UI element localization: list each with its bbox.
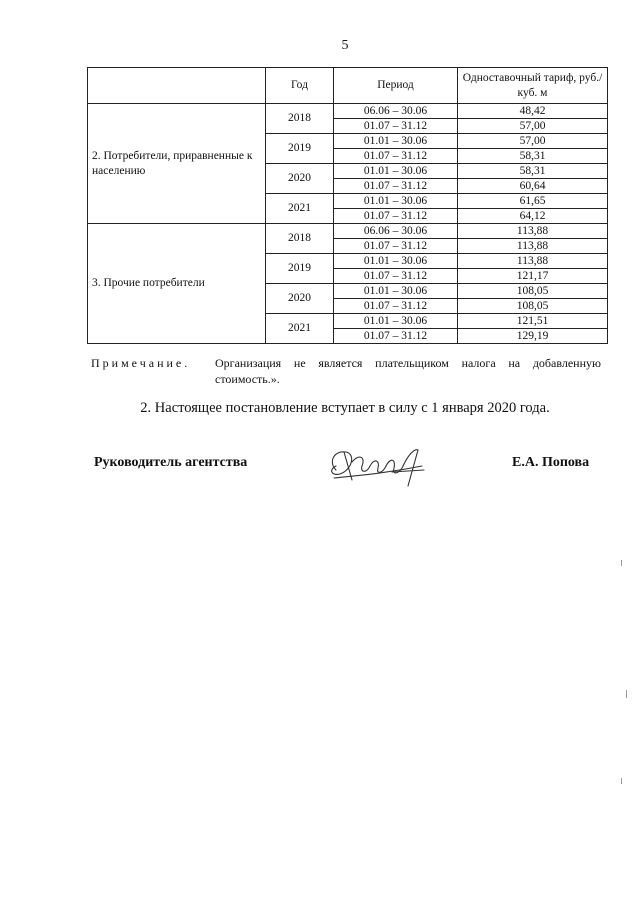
category-cell: 2. Потребители, приравненные к населению: [88, 104, 266, 224]
year-cell: 2021: [266, 194, 334, 224]
signatory-name: Е.А. Попова: [512, 455, 590, 470]
period-cell: 01.07 – 31.12: [334, 119, 458, 134]
margin-mark: [621, 778, 622, 784]
period-cell: 01.07 – 31.12: [334, 149, 458, 164]
year-cell: 2019: [266, 254, 334, 284]
page-number: 5: [341, 38, 349, 53]
tariff-cell: 57,00: [458, 119, 608, 134]
tariff-cell: 57,00: [458, 134, 608, 149]
period-cell: 01.07 – 31.12: [334, 209, 458, 224]
period-cell: 01.07 – 31.12: [334, 299, 458, 314]
tariff-cell: 121,51: [458, 314, 608, 329]
tariff-cell: 64,12: [458, 209, 608, 224]
tariff-cell: 113,88: [458, 239, 608, 254]
note-text: Организация не является плательщиком налога на добавленную стоимость.».: [215, 356, 601, 386]
header-tariff: Одноставочный тариф, руб./куб. м: [458, 68, 608, 104]
tariff-cell: 48,42: [458, 104, 608, 119]
category-cell: 3. Прочие потребители: [88, 224, 266, 344]
year-cell: 2018: [266, 224, 334, 254]
tariff-cell: 113,88: [458, 224, 608, 239]
tariff-cell: 61,65: [458, 194, 608, 209]
period-cell: 01.07 – 31.12: [334, 269, 458, 284]
period-cell: 01.07 – 31.12: [334, 329, 458, 344]
year-cell: 2018: [266, 104, 334, 134]
tariff-cell: 113,88: [458, 254, 608, 269]
year-cell: 2020: [266, 164, 334, 194]
tariff-cell: 108,05: [458, 284, 608, 299]
period-cell: 01.07 – 31.12: [334, 179, 458, 194]
period-cell: 01.01 – 30.06: [334, 314, 458, 329]
header-year: Год: [266, 68, 334, 104]
note-label: Примечание.: [91, 356, 191, 370]
period-cell: 01.01 – 30.06: [334, 284, 458, 299]
table-row: [88, 104, 608, 119]
header-category: [88, 68, 266, 104]
tariff-cell: 129,19: [458, 329, 608, 344]
tariff-table: [87, 67, 608, 344]
signatory-title: Руководитель агентства: [94, 455, 248, 470]
tariff-cell: 108,05: [458, 299, 608, 314]
table-header-row: [88, 68, 608, 104]
year-cell: 2019: [266, 134, 334, 164]
period-cell: 01.01 – 30.06: [334, 194, 458, 209]
handwritten-signature: [322, 440, 432, 490]
tariff-cell: 121,17: [458, 269, 608, 284]
period-cell: 01.01 – 30.06: [334, 134, 458, 149]
year-cell: 2020: [266, 284, 334, 314]
period-cell: 01.01 – 30.06: [334, 254, 458, 269]
tariff-cell: 60,64: [458, 179, 608, 194]
period-cell: 06.06 – 30.06: [334, 224, 458, 239]
margin-mark: [626, 690, 627, 698]
table-row: [88, 224, 608, 239]
margin-mark: [621, 560, 622, 566]
period-cell: 06.06 – 30.06: [334, 104, 458, 119]
year-cell: 2021: [266, 314, 334, 344]
period-cell: 01.01 – 30.06: [334, 164, 458, 179]
tariff-cell: 58,31: [458, 149, 608, 164]
period-cell: 01.07 – 31.12: [334, 239, 458, 254]
tariff-cell: 58,31: [458, 164, 608, 179]
header-period: Период: [334, 68, 458, 104]
decree-paragraph: 2. Настоящее постановление вступает в силу с 1 января 2020 года.: [140, 400, 550, 416]
